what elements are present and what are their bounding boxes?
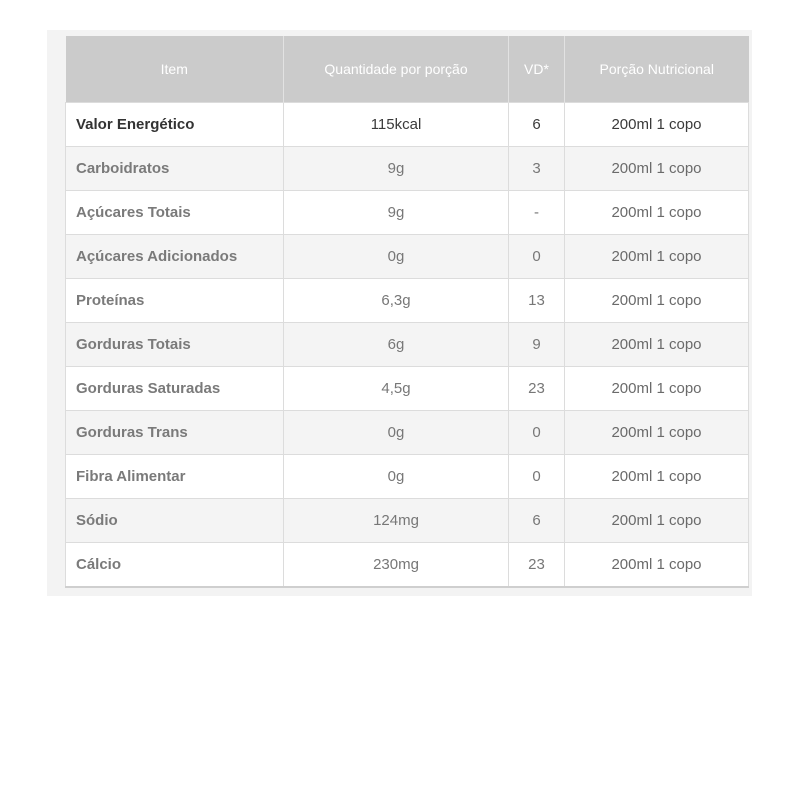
table-body (66, 103, 749, 588)
table-row (66, 367, 749, 411)
table-row (66, 147, 749, 191)
vd-cell: 6 (509, 103, 565, 147)
header-vd: VD* (509, 36, 565, 103)
quantity-cell: 9g (284, 147, 509, 191)
quantity-cell: 6g (284, 323, 509, 367)
quantity-cell: 0g (284, 411, 509, 455)
item-cell: Proteínas (66, 279, 284, 323)
portion-cell: 200ml 1 copo (565, 367, 749, 411)
portion-cell: 200ml 1 copo (565, 543, 749, 588)
nutrition-table (65, 36, 749, 588)
quantity-cell: 230mg (284, 543, 509, 588)
item-cell: Carboidratos (66, 147, 284, 191)
vd-cell: 0 (509, 411, 565, 455)
item-cell: Cálcio (66, 543, 284, 588)
table-row (66, 279, 749, 323)
quantity-cell: 4,5g (284, 367, 509, 411)
item-cell: Fibra Alimentar (66, 455, 284, 499)
table-row (66, 543, 749, 588)
vd-cell: 0 (509, 235, 565, 279)
table-row (66, 235, 749, 279)
vd-cell: 23 (509, 367, 565, 411)
quantity-cell: 0g (284, 235, 509, 279)
item-cell: Sódio (66, 499, 284, 543)
header-row (66, 36, 749, 103)
vd-cell: 0 (509, 455, 565, 499)
table-row (66, 411, 749, 455)
vd-cell: 6 (509, 499, 565, 543)
table-row (66, 499, 749, 543)
quantity-cell: 115kcal (284, 103, 509, 147)
table-header (66, 36, 749, 103)
item-cell: Açúcares Totais (66, 191, 284, 235)
header-portion: Porção Nutricional (565, 36, 749, 103)
vd-cell: 13 (509, 279, 565, 323)
portion-cell: 200ml 1 copo (565, 455, 749, 499)
quantity-cell: 0g (284, 455, 509, 499)
table-row (66, 323, 749, 367)
portion-cell: 200ml 1 copo (565, 191, 749, 235)
portion-cell: 200ml 1 copo (565, 103, 749, 147)
portion-cell: 200ml 1 copo (565, 279, 749, 323)
item-cell: Gorduras Totais (66, 323, 284, 367)
portion-cell: 200ml 1 copo (565, 499, 749, 543)
item-cell: Gorduras Trans (66, 411, 284, 455)
table-row (66, 191, 749, 235)
header-quantity: Quantidade por porção (284, 36, 509, 103)
table-row (66, 103, 749, 147)
quantity-cell: 124mg (284, 499, 509, 543)
header-item: Item (66, 36, 284, 103)
vd-cell: - (509, 191, 565, 235)
table-row (66, 455, 749, 499)
item-cell: Valor Energético (66, 103, 284, 147)
vd-cell: 3 (509, 147, 565, 191)
portion-cell: 200ml 1 copo (565, 147, 749, 191)
quantity-cell: 9g (284, 191, 509, 235)
vd-cell: 23 (509, 543, 565, 588)
portion-cell: 200ml 1 copo (565, 411, 749, 455)
quantity-cell: 6,3g (284, 279, 509, 323)
vd-cell: 9 (509, 323, 565, 367)
item-cell: Açúcares Adicionados (66, 235, 284, 279)
item-cell: Gorduras Saturadas (66, 367, 284, 411)
portion-cell: 200ml 1 copo (565, 235, 749, 279)
portion-cell: 200ml 1 copo (565, 323, 749, 367)
